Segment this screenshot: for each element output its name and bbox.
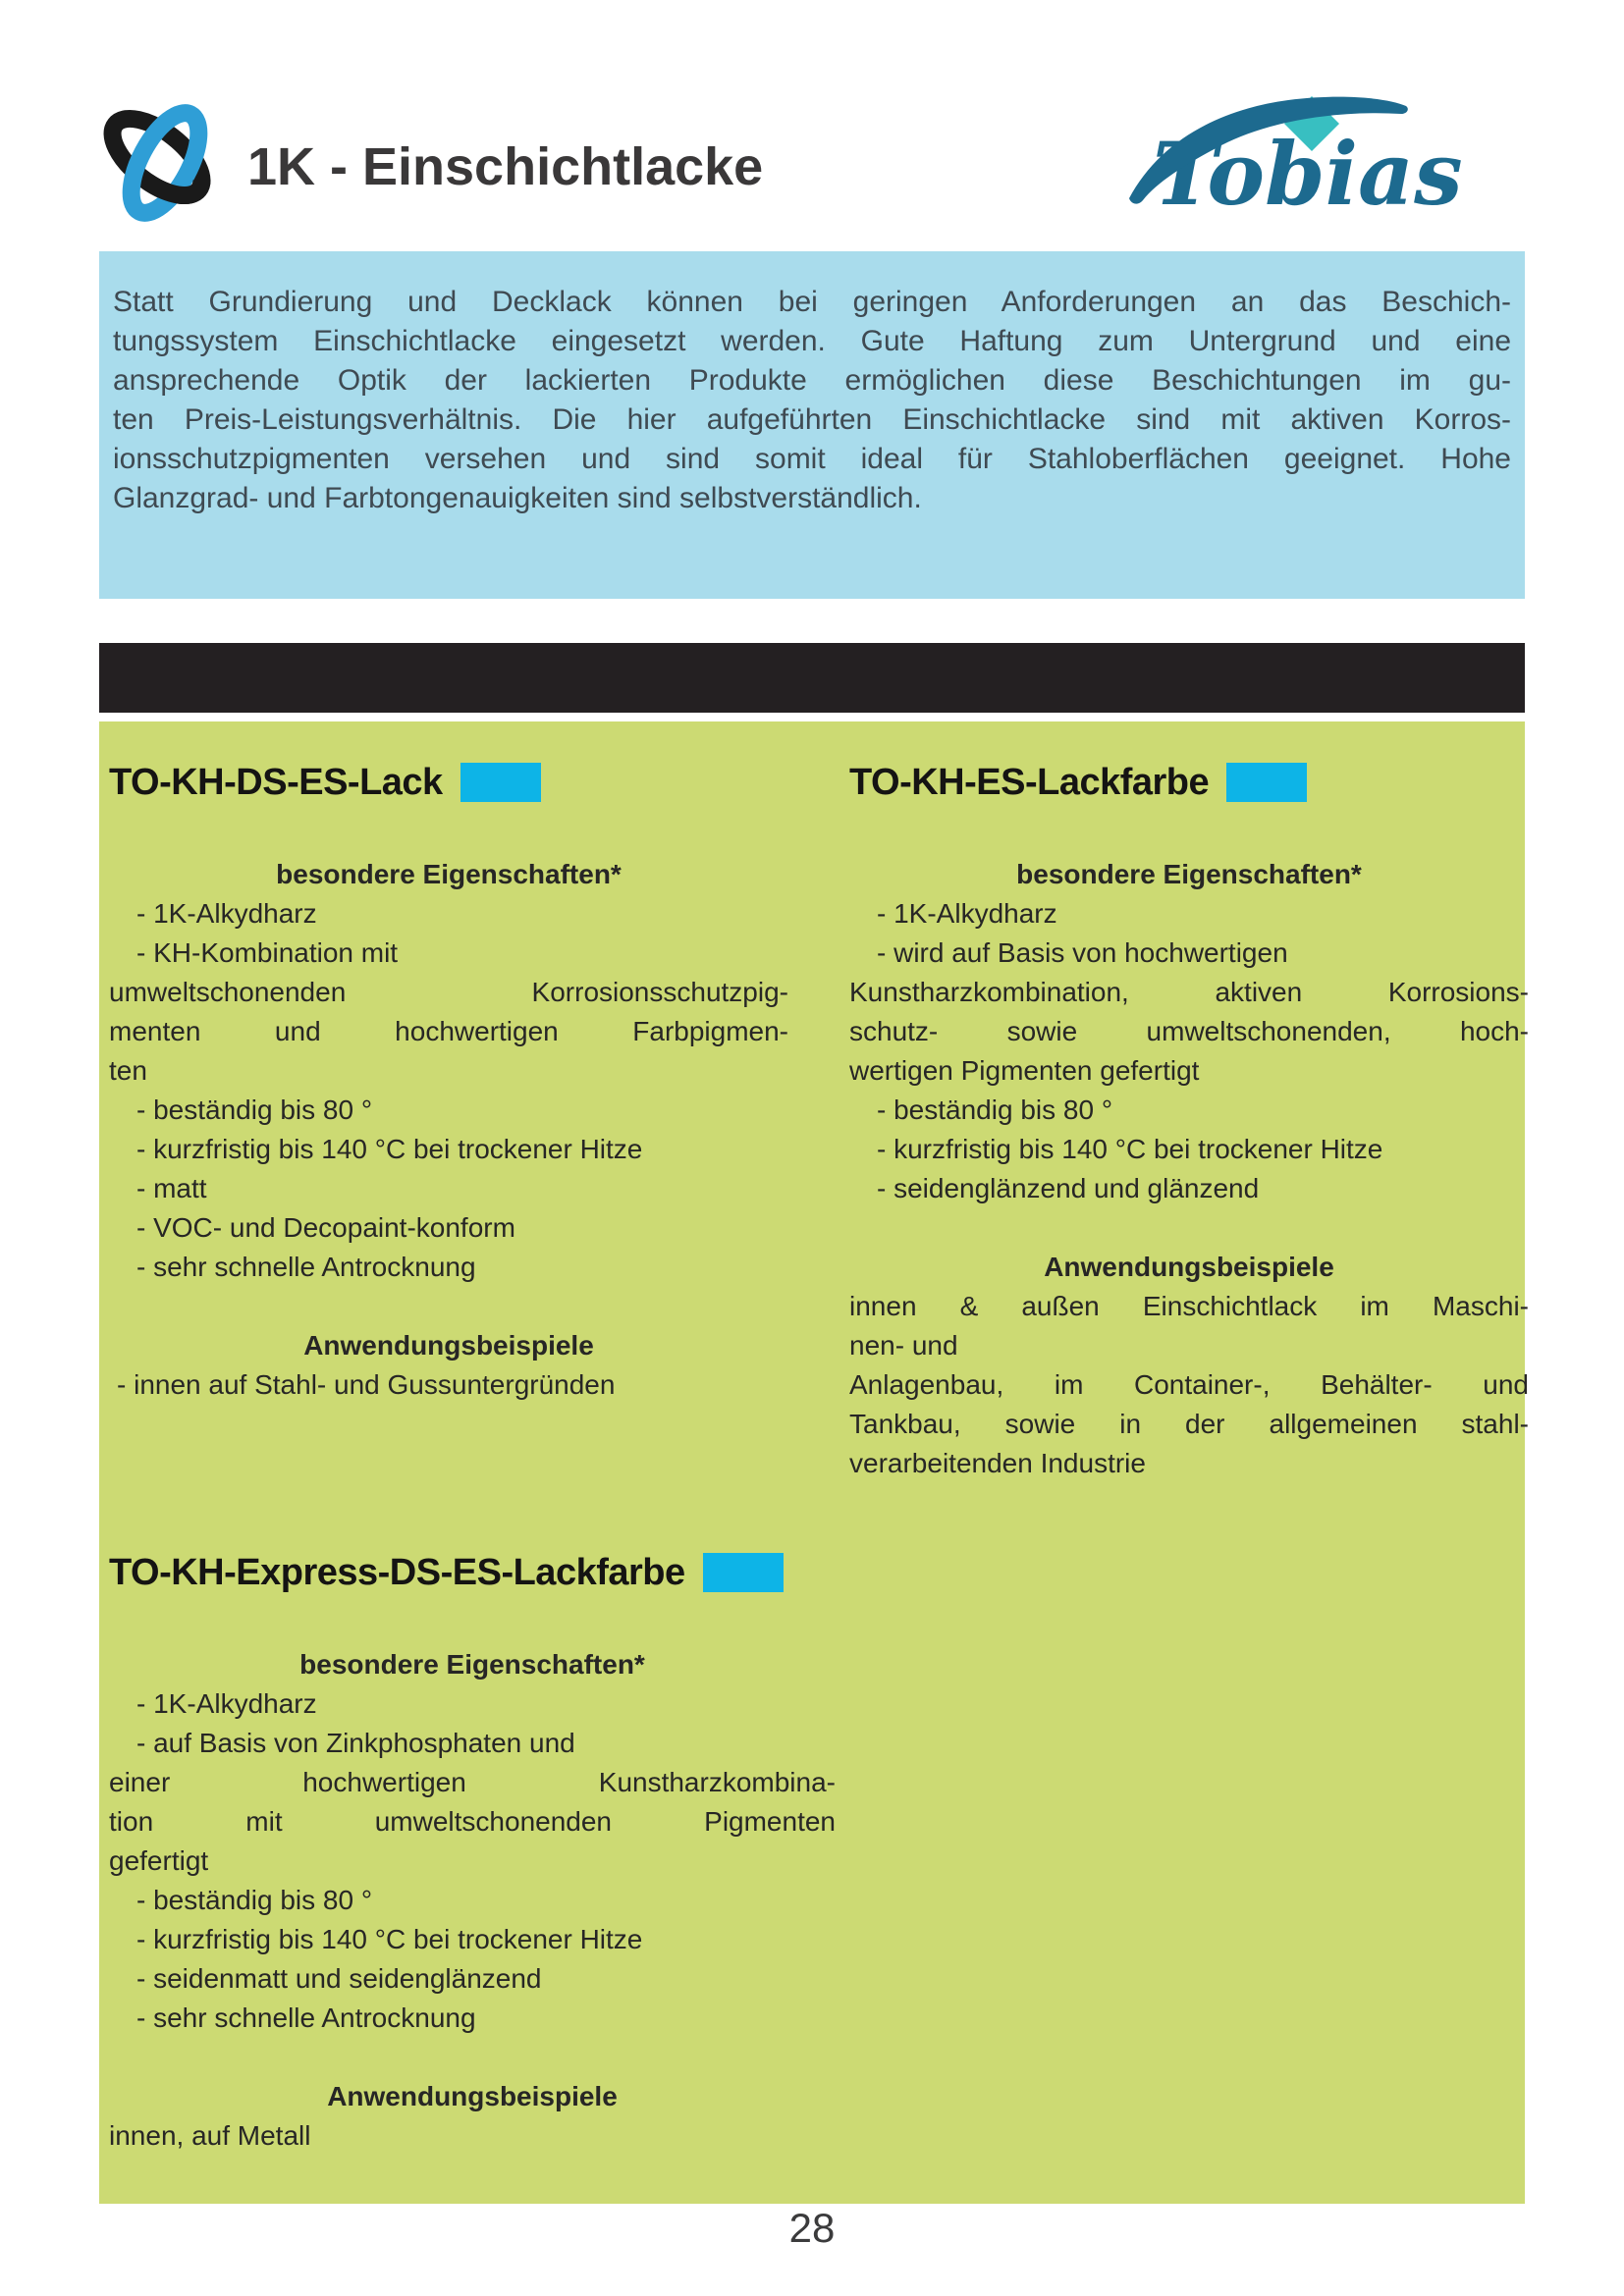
spacer bbox=[109, 2038, 836, 2077]
text-line: - auf Basis von Zinkphosphaten und bbox=[136, 1728, 575, 1758]
text-line: wertigen Pigmenten gefertigt bbox=[849, 1055, 1200, 1086]
intro-line: tungssystem Einschichtlacke eingesetzt werden. Gute Haftung zum Untergrund und eine bbox=[113, 325, 1511, 357]
intro-line: ionsschutzpigmenten versehen und sind somit ideal für Stahloberflächen geeignet. Hohe bbox=[113, 443, 1511, 475]
section-body bbox=[109, 1645, 836, 2156]
subheading: Anwendungsbeispiele bbox=[1044, 1252, 1334, 1282]
subheading: besondere Eigenschaften* bbox=[276, 859, 622, 889]
text-line: nen- und bbox=[849, 1330, 958, 1361]
text-line: - beständig bis 80 ° bbox=[877, 1095, 1113, 1125]
text-line: Tankbau, sowie in der allgemeinen stahl- bbox=[849, 1409, 1529, 1439]
section-header bbox=[109, 1551, 836, 1594]
color-swatch bbox=[703, 1553, 784, 1592]
text-line: - seidenmatt und seidenglänzend bbox=[136, 1963, 542, 1994]
page-title: 1K - Einschichtlacke bbox=[247, 137, 764, 196]
color-swatch bbox=[460, 763, 541, 802]
page-number: 28 bbox=[788, 2205, 836, 2251]
spacer bbox=[109, 1287, 788, 1326]
divider-bar bbox=[99, 643, 1525, 713]
text-line: Anlagenbau, im Container-, Behälter- und bbox=[849, 1369, 1529, 1400]
color-swatch bbox=[1226, 763, 1307, 802]
text-line: - 1K-Alkydharz bbox=[136, 898, 317, 929]
brand-logo bbox=[1119, 84, 1551, 224]
intro-line: Statt Grundierung und Decklack können bei geringen Anforderungen an das Beschich- bbox=[113, 286, 1511, 318]
product-section bbox=[849, 761, 1529, 1483]
subheading: Anwendungsbeispiele bbox=[303, 1330, 594, 1361]
text-line: Kunstharzkombination, aktiven Korrosions- bbox=[849, 977, 1529, 1007]
text-line: umweltschonenden Korrosionsschutzpig- bbox=[109, 977, 788, 1007]
spacer bbox=[849, 1208, 1529, 1248]
text-line: - 1K-Alkydharz bbox=[136, 1688, 317, 1719]
text-line: - innen auf Stahl- und Gussuntergründen bbox=[117, 1369, 616, 1400]
text-line: innen, auf Metall bbox=[109, 2120, 311, 2151]
intro-line: ansprechende Optik der lackierten Produkte ermöglichen diese Beschichtungen im gu- bbox=[113, 364, 1511, 397]
section-body bbox=[109, 855, 788, 1405]
subheading: besondere Eigenschaften* bbox=[299, 1649, 645, 1680]
text-line: - sehr schnelle Antrocknung bbox=[136, 2002, 476, 2033]
text-line: - seidenglänzend und glänzend bbox=[877, 1173, 1260, 1203]
text-line: menten und hochwertigen Farbpigmen- bbox=[109, 1016, 788, 1046]
brand-wordmark: Tobias bbox=[1153, 123, 1463, 224]
section-title: TO-KH-DS-ES-Lack bbox=[109, 762, 443, 803]
section-title: TO-KH-Express-DS-ES-Lackfarbe bbox=[109, 1552, 685, 1593]
text-line: - kurzfristig bis 140 °C bei trockener Hitze bbox=[877, 1134, 1383, 1164]
text-line: verarbeitenden Industrie bbox=[849, 1448, 1146, 1478]
text-line: - kurzfristig bis 140 °C bei trockener Hitze bbox=[136, 1924, 643, 1954]
text-line: gefertigt bbox=[109, 1845, 209, 1876]
text-line: - beständig bis 80 ° bbox=[136, 1885, 373, 1915]
text-line: einer hochwertigen Kunstharzkombina- bbox=[109, 1767, 836, 1797]
interlocking-rings-icon bbox=[90, 86, 234, 234]
product-section bbox=[109, 761, 788, 1405]
text-line: - beständig bis 80 ° bbox=[136, 1095, 373, 1125]
products-panel bbox=[99, 721, 1529, 2204]
text-line: - VOC- und Decopaint-konform bbox=[136, 1212, 515, 1243]
section-header bbox=[109, 761, 788, 804]
intro-line: Glanzgrad- und Farbtongenauigkeiten sind selbstverständlich. bbox=[113, 482, 922, 514]
text-line: - wird auf Basis von hochwertigen bbox=[877, 937, 1288, 968]
text-line: innen & außen Einschichtlack im Maschi- bbox=[849, 1291, 1529, 1321]
subheading: besondere Eigenschaften* bbox=[1016, 859, 1362, 889]
text-line: - sehr schnelle Antrocknung bbox=[136, 1252, 476, 1282]
text-line: schutz- sowie umweltschonenden, hoch- bbox=[849, 1016, 1529, 1046]
product-section bbox=[109, 1551, 836, 2156]
section-body bbox=[849, 855, 1529, 1483]
intro-panel bbox=[99, 251, 1525, 599]
intro-line: ten Preis-Leistungsverhältnis. Die hier aufgeführten Einschichtlacke sind mit aktiven Korros- bbox=[113, 403, 1511, 436]
subheading: Anwendungsbeispiele bbox=[327, 2081, 618, 2111]
section-header bbox=[849, 761, 1529, 804]
text-line: - 1K-Alkydharz bbox=[877, 898, 1057, 929]
section-title: TO-KH-ES-Lackfarbe bbox=[849, 762, 1210, 803]
text-line: - matt bbox=[136, 1173, 207, 1203]
text-line: tion mit umweltschonenden Pigmenten bbox=[109, 1806, 836, 1837]
text-line: - KH-Kombination mit bbox=[136, 937, 399, 968]
text-line: ten bbox=[109, 1055, 147, 1086]
text-line: - kurzfristig bis 140 °C bei trockener Hitze bbox=[136, 1134, 643, 1164]
